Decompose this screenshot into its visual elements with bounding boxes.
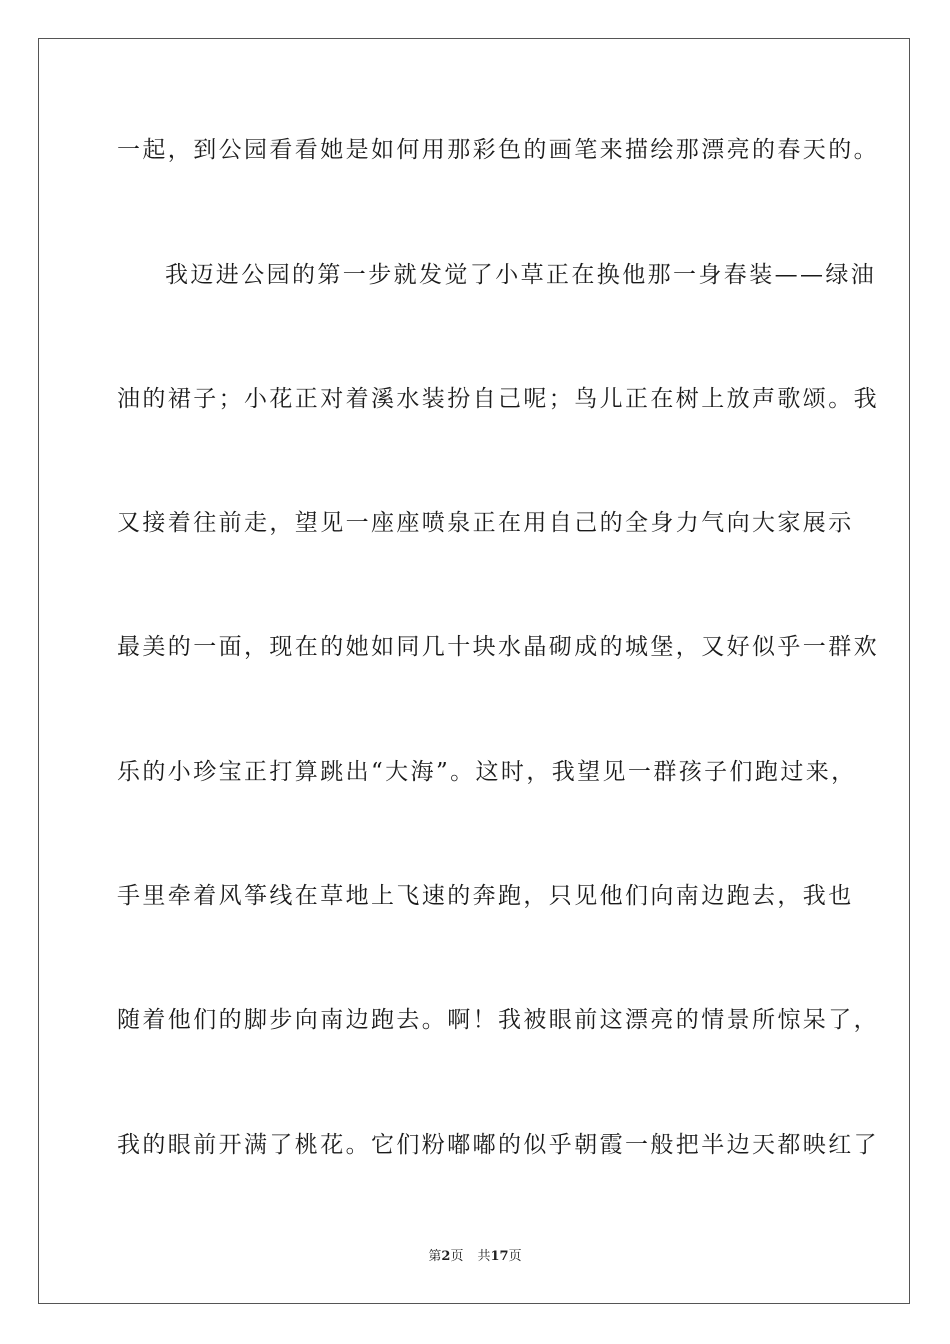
text-line-9: 我的眼前开满了桃花。它们粉嘟嘟的似乎朝霞一般把半边天都映红了 — [117, 1132, 879, 1158]
page-footer — [0, 1248, 950, 1266]
text-line-7: 手里牵着风筝线在草地上飞速的奔跑，只见他们向南边跑去，我也 — [117, 883, 854, 909]
text-line-6: 乐的小珍宝正打算跳出“大海”。这时，我望见一群孩子们跑过来， — [117, 759, 857, 785]
total-suffix: 页 — [508, 1249, 522, 1264]
page-number: 2 — [441, 1249, 451, 1264]
text-line-5: 最美的一面，现在的她如同几十块水晶砌成的城堡，又好似乎一群欢 — [117, 634, 879, 660]
total-pages: 17 — [490, 1249, 509, 1264]
text-line-3: 油的裙子；小花正对着溪水装扮自己呢；鸟儿正在树上放声歌颂。我 — [117, 386, 879, 412]
page-border — [38, 38, 910, 1304]
text-line-8: 随着他们的脚步向南边跑去。啊！我被眼前这漂亮的情景所惊呆了， — [117, 1007, 879, 1033]
page-suffix: 页 — [450, 1249, 464, 1264]
text-line-2: 我迈进公园的第一步就发觉了小草正在换他那一身春装——绿油 — [165, 262, 877, 288]
text-line-1: 一起，到公园看看她是如何用那彩色的画笔来描绘那漂亮的春天的。 — [117, 137, 879, 163]
total-prefix: 共 — [477, 1249, 491, 1264]
page-prefix: 第 — [428, 1249, 442, 1264]
text-line-4: 又接着往前走，望见一座座喷泉正在用自己的全身力气向大家展示 — [117, 510, 854, 536]
